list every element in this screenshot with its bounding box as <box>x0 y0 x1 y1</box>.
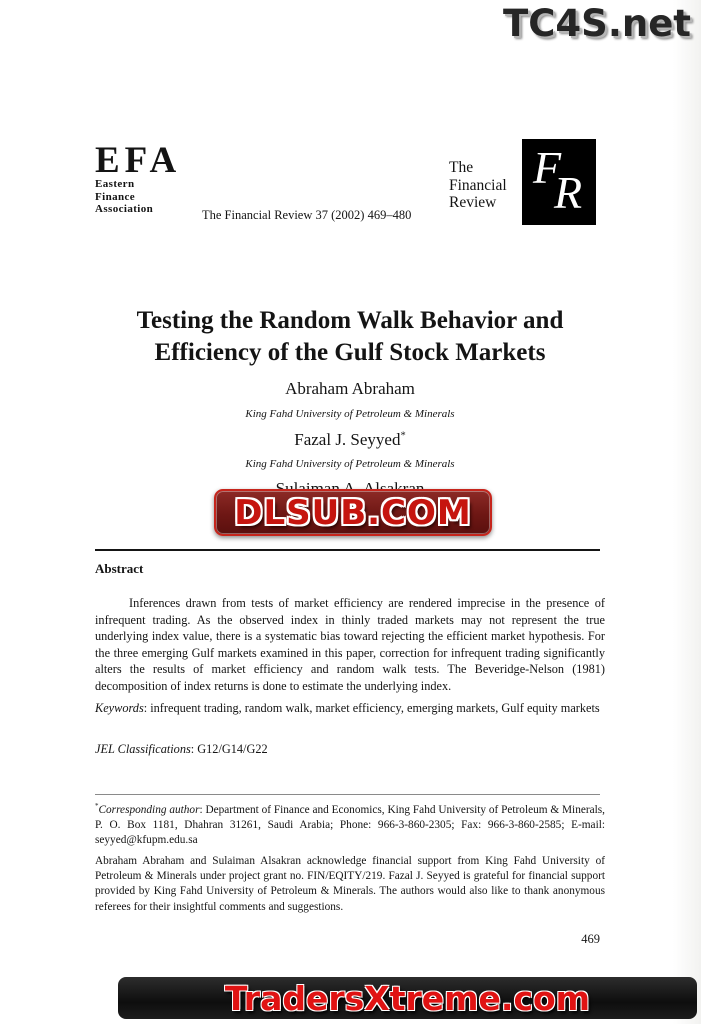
jel-text: : G12/G14/G22 <box>190 742 268 756</box>
keywords-label: Keywords <box>95 701 144 715</box>
author-1-name: Abraham Abraham <box>285 379 415 398</box>
jel-line <box>95 742 605 757</box>
acknowledgment-footnote: Abraham Abraham and Sulaiman Alsakran acknowledge financial support from King Fahd University of Petroleum & Minerals under project grant no. FIN/EQITY/219. Fazal J. Seyyed is grateful for financial support provided by King Fahd University of Petroleum & Minerals. The authors would also like to thank anonymous referees for their insightful comments and suggestions. <box>95 855 605 913</box>
journal-name-line-2: Financial <box>449 176 507 194</box>
abstract-text: Inferences drawn from tests of market efficiency are rendered imprecise in the presence of infrequent trading. As the observed index in thinly traded markets may not represent the true underlying index value, there is a systematic bias toward rejecting the efficient market hypothesis. For the three emerging Gulf markets examined in this paper, correction for infrequent trading significantly alters the results of market efficiency and random walk tests. The Beveridge-Nelson (1981) decomposition of index returns is done to estimate the underlying index. <box>95 596 605 693</box>
author-1-affiliation: King Fahd University of Petroleum & Minerals <box>245 408 455 420</box>
keywords-line <box>95 700 605 717</box>
corresponding-author-text: : Department of Finance and Economics, King Fahd University of Petroleum & Minerals, P. O. Box 1181, Dhahran 31261, Saudi Arabia; Phone: 966-3-860-2305; Fax: 966-3-860-2585; E-mail: seyyed@kfupm.edu.sa <box>95 804 605 847</box>
abstract-heading: Abstract <box>95 561 144 576</box>
paper-title-line-1: Testing the Random Walk Behavior and <box>136 307 564 334</box>
watermark-bottom-banner <box>118 977 697 1019</box>
journal-name <box>449 159 507 212</box>
efa-line-association: Association <box>95 203 154 215</box>
paper-title <box>60 305 640 369</box>
author-2-name <box>95 430 605 450</box>
fr-logo <box>522 139 596 225</box>
author-2-affiliation: King Fahd University of Petroleum & Minerals <box>245 458 455 470</box>
watermark-stamp-dlsub <box>214 489 492 536</box>
journal-name-line-3: Review <box>449 194 497 211</box>
fr-logo-letter-r: R <box>554 167 583 218</box>
journal-name-line-1: The <box>449 159 474 176</box>
keywords-text: : infrequent trading, random walk, market efficiency, emerging markets, Gulf equity markets <box>143 701 600 715</box>
jel-label: JEL Classifications <box>95 742 191 756</box>
corresponding-author-footnote <box>95 803 605 849</box>
efa-logo <box>95 140 182 216</box>
page-number: 469 <box>581 932 600 946</box>
watermark-top-tc4s: TC4S.net <box>503 2 691 45</box>
author-2-footnote-marker: * <box>400 430 406 442</box>
fr-logo-letter-f: F <box>533 142 562 193</box>
watermark-bottom-text: TradersXtreme.com <box>224 978 591 1018</box>
efa-acronym: EFA <box>95 140 182 181</box>
author-2-name-text: Fazal J. Seyyed <box>294 430 401 449</box>
footnote-separator-rule <box>95 794 600 795</box>
watermark-stamp-text: DLSUB.COM <box>234 492 472 533</box>
efa-line-finance: Finance <box>95 190 136 203</box>
paper-title-line-2: Efficiency of the Gulf Stock Markets <box>154 339 546 366</box>
corresponding-author-label: Corresponding author <box>98 804 200 816</box>
abstract-separator-rule <box>95 549 600 551</box>
corresponding-author-marker: * <box>95 802 99 811</box>
journal-citation: The Financial Review 37 (2002) 469–480 <box>202 208 412 222</box>
efa-line-eastern: Eastern <box>95 178 135 190</box>
